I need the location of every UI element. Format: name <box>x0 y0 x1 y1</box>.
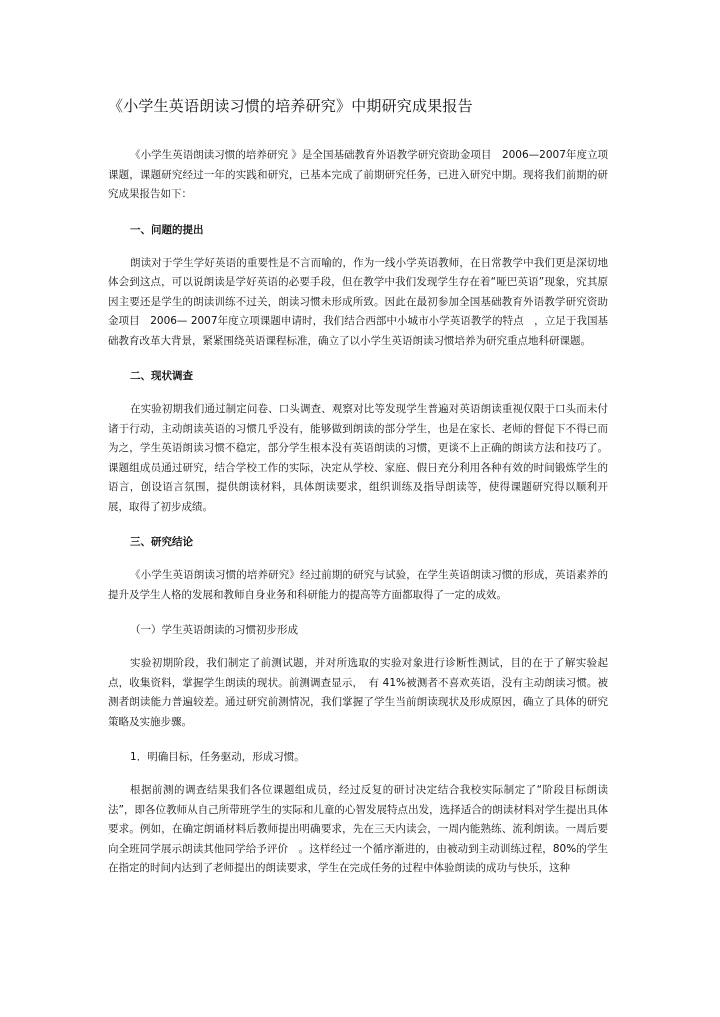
section-text-survey: 在实验初期我们通过制定问卷、口头调查、观察对比等发现学生普遍对英语朗读重视仅限于口头而未付诸于行动，主动朗读英语的习惯几乎没有，能够做到朗读的部分学生，也是在家长、老师的督促下不得已而为之，学生英语朗读习惯不稳定，部分学生根本没有英语朗读的习惯，更谈不上正确的朗读方法和技巧了。课题组成员通过研究，结合学校工作的实际，决定从学校、家庭、假日充分利用各种有效的时间锻炼学生的语言，创设语言氛围，提供朗读材料，具体朗读要求，组织训练及指导朗读等，使得课题研究得以顺利开展，取得了初步成绩。 <box>108 403 608 513</box>
item-heading-goal: 1．明确目标，任务驱动，形成习惯。 <box>130 751 305 763</box>
section-text-problem: 朗读对于学生学好英语的重要性是不言而喻的，作为一线小学英语教师，在日常教学中我们更是深切地体会到这点，可以说朗读是学好英语的必要手段，但在教学中我们发现学生存在着“哑巴英语”现象，究其原因主要还是学生的朗读训练不过关，朗读习惯未形成所致。因此在最初参加全国基础教育外语教学研究资助金项目 2006— 2007年度立项课题申请时，我们结合西部中小城市小学英语教学的特点 ，立足于我国基础教育改革大背景，紧紧围绕英语课程标准，确立了以小学生英语朗读习惯培养为研究重点地科研课题。 <box>108 256 608 347</box>
document-title: 《小学生英语朗读习惯的培养研究》中期研究成果报告 <box>108 97 473 115</box>
item-text-goal: 根据前测的调查结果我们各位课题组成员，经过反复的研讨决定结合我校实际制定了“阶段目标朗读法”，即各位教师从自己所带班学生的实际和儿童的心智发展特点出发，选择适合的朗读材料对学生提出具体要求。例如，在确定朗诵材料后教师提出明确要求，先在三天内读会，一周内能熟练、流利朗读。一周后要向全班同学展示朗读其他同学给予评价 。这样经过一个循序渐进的，由被动到主动训练过程，80%的学生在指定的时间内达到了老师提出的朗读要求，学生在完成任务的过程中体验朗读的成功与快乐，这种 <box>108 784 608 874</box>
section-heading-problem: 一、问题的提出 <box>130 223 204 236</box>
section-heading-survey: 二、现状调查 <box>130 370 194 382</box>
section-heading-conclusion: 三、研究结论 <box>130 536 194 548</box>
subsection-heading-habit: （一）学生英语朗读的习惯初步形成 <box>130 624 299 636</box>
subsection-text-habit: 实验初期阶段，我们制定了前测试题，并对所选取的实验对象进行诊断性测试，目的在于了解实验起点，收集资料，掌握学生朗读的现状。前测调查显示， 有 41%被测者不喜欢英语，没有主动朗读习惯。被测者朗读能力普遍较差。通过研究前测情况，我们掌握了学生当前朗读现状及形成原因，确立了具体的研究策略及实施步骤。 <box>108 657 608 728</box>
section-text-conclusion: 《小学生英语朗读习惯的培养研究》经过前期的研究与试验，在学生英语朗读习惯的形成，英语素养的提升及学生人格的发展和教师自身业务和科研能力的提高等方面都取得了一定的成效。 <box>108 569 608 601</box>
intro-paragraph: 《小学生英语朗读习惯的培养研究 》是全国基础教育外语教学研究资助金项目 2006—2007年度立项课题，课题研究经过一年的实践和研究，已基本完成了前期研究任务，已进入研究中期。现将我们前期的研究成果报告如下： <box>108 149 608 200</box>
